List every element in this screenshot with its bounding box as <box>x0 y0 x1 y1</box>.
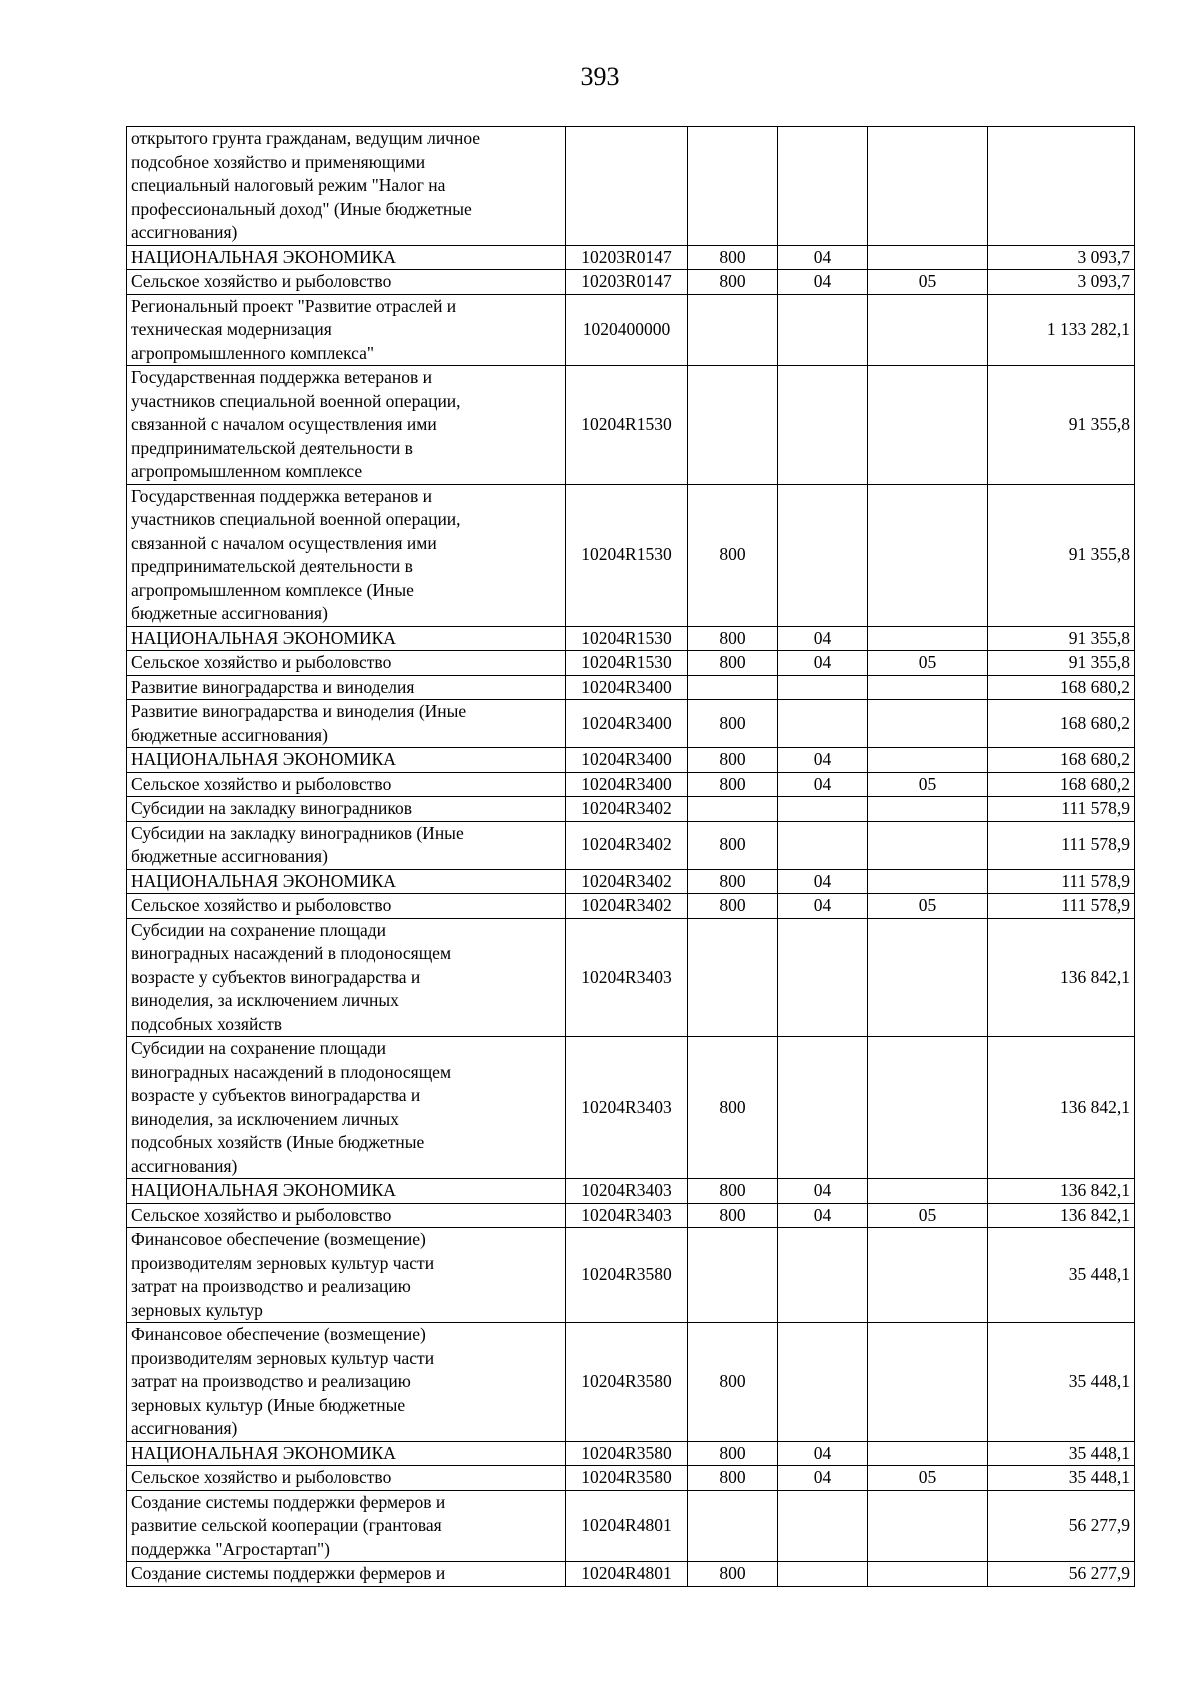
section-cell <box>778 366 868 485</box>
subsection-cell <box>868 1323 988 1442</box>
item-name-line: специальный налоговый режим "Налог на <box>131 175 446 195</box>
subsection-cell <box>868 294 988 366</box>
subsection-cell <box>868 869 988 894</box>
section-cell <box>778 675 868 700</box>
item-name-cell <box>127 1203 566 1228</box>
item-name-line: подсобное хозяйство и применяющими <box>131 151 426 172</box>
table-row <box>127 245 1135 270</box>
subsection-cell <box>868 626 988 651</box>
budget-table <box>126 126 1135 1587</box>
expense-type-cell: 800 <box>688 484 778 626</box>
amount-cell: 91 355,8 <box>988 366 1135 485</box>
section-cell <box>778 1323 868 1442</box>
amount-cell: 35 448,1 <box>988 1323 1135 1442</box>
table-row <box>127 894 1135 919</box>
item-name-cell <box>127 245 566 270</box>
table-row <box>127 1203 1135 1228</box>
table-row <box>127 1228 1135 1323</box>
table-row <box>127 270 1135 295</box>
item-name-cell <box>127 1562 566 1587</box>
item-name-cell <box>127 484 566 626</box>
item-name-line: Государственная поддержка ветеранов и <box>131 485 433 506</box>
target-code-cell: 10204R3403 <box>566 1179 688 1204</box>
subsection-cell: 05 <box>868 894 988 919</box>
target-code-cell: 10204R3400 <box>566 748 688 773</box>
table-row <box>127 869 1135 894</box>
table-row <box>127 821 1135 869</box>
item-name-line: открытого грунта гражданам, ведущим личное <box>131 128 481 148</box>
amount-cell: 111 578,9 <box>988 894 1135 919</box>
table-row <box>127 484 1135 626</box>
amount-cell: 111 578,9 <box>988 821 1135 869</box>
expense-type-cell <box>688 1490 778 1562</box>
table-row <box>127 675 1135 700</box>
target-code-cell: 10203R0147 <box>566 270 688 295</box>
expense-type-cell: 800 <box>688 651 778 676</box>
section-cell <box>778 797 868 822</box>
amount-cell: 35 448,1 <box>988 1441 1135 1466</box>
table-row <box>127 1490 1135 1562</box>
target-code-cell: 10204R3400 <box>566 772 688 797</box>
item-name-line: участников специальной военной операции, <box>131 509 461 529</box>
item-name-line: ассигнования) <box>131 222 238 242</box>
section-cell: 04 <box>778 869 868 894</box>
target-code-cell: 10204R3402 <box>566 797 688 822</box>
subsection-cell <box>868 366 988 485</box>
item-name-line: Развитие виноградарства и виноделия <box>131 676 415 697</box>
item-name-cell <box>127 1179 566 1204</box>
target-code-cell: 10204R3580 <box>566 1228 688 1323</box>
item-name-line: возрасте у субъектов виноградарства и <box>131 966 421 987</box>
item-name-cell <box>127 1441 566 1466</box>
expense-type-cell <box>688 294 778 366</box>
item-name-cell <box>127 797 566 822</box>
item-name-line: ассигнования) <box>131 1155 238 1176</box>
item-name-line: подсобных хозяйств <box>131 1013 283 1034</box>
item-name-cell <box>127 869 566 894</box>
amount-cell: 111 578,9 <box>988 797 1135 822</box>
item-name-line: бюджетные ассигнования) <box>131 846 328 866</box>
section-cell: 04 <box>778 1466 868 1491</box>
table-row <box>127 294 1135 366</box>
item-name-line: связанной с началом осуществления ими <box>131 414 437 434</box>
amount-cell: 91 355,8 <box>988 626 1135 651</box>
item-name-cell <box>127 294 566 366</box>
subsection-cell <box>868 1179 988 1204</box>
amount-cell: 168 680,2 <box>988 748 1135 773</box>
item-name-line: Сельское хозяйство и рыболовство <box>131 1204 392 1225</box>
item-name-line: агропромышленного комплекса" <box>131 342 375 363</box>
page-number: 393 <box>580 62 620 91</box>
table-row <box>127 651 1135 676</box>
expense-type-cell: 800 <box>688 1037 778 1179</box>
expense-type-cell: 800 <box>688 1179 778 1204</box>
subsection-cell <box>868 1441 988 1466</box>
item-name-line: Финансовое обеспечение (возмещение) <box>131 1324 426 1344</box>
subsection-cell <box>868 484 988 626</box>
item-name-line: НАЦИОНАЛЬНАЯ ЭКОНОМИКА <box>131 246 396 267</box>
item-name-cell <box>127 626 566 651</box>
item-name-line: затрат на производство и реализацию <box>131 1276 411 1296</box>
item-name-line: затрат на производство и реализацию <box>131 1371 411 1391</box>
item-name-line: Финансовое обеспечение (возмещение) <box>131 1229 426 1249</box>
subsection-cell <box>868 1037 988 1179</box>
item-name-line: Сельское хозяйство и рыболовство <box>131 773 392 794</box>
table-row <box>127 1323 1135 1442</box>
table-row <box>127 1179 1135 1204</box>
item-name-line: Субсидии на сохранение площади <box>131 1038 387 1058</box>
item-name-line: виноградных насаждений в плодоносящем <box>131 1061 452 1082</box>
item-name-line: Субсидии на сохранение площади <box>131 919 387 940</box>
amount-cell: 136 842,1 <box>988 1203 1135 1228</box>
target-code-cell: 1020400000 <box>566 294 688 366</box>
subsection-cell <box>868 1228 988 1323</box>
item-name-line: виноградных насаждений в плодоносящем <box>131 943 452 963</box>
item-name-line: агропромышленном комплексе (Иные <box>131 579 414 600</box>
subsection-cell: 05 <box>868 1203 988 1228</box>
item-name-line: Создание системы поддержки фермеров и <box>131 1563 446 1583</box>
item-name-line: Сельское хозяйство и рыболовство <box>131 895 392 915</box>
target-code-cell: 10204R3403 <box>566 1037 688 1179</box>
expense-type-cell: 800 <box>688 1203 778 1228</box>
subsection-cell <box>868 127 988 246</box>
item-name-cell <box>127 821 566 869</box>
section-cell: 04 <box>778 651 868 676</box>
target-code-cell: 10204R3403 <box>566 918 688 1037</box>
item-name-line: Региональный проект "Развитие отраслей и <box>131 295 457 316</box>
item-name-line: Создание системы поддержки фермеров и <box>131 1491 446 1512</box>
item-name-line: зерновых культур <box>131 1299 263 1320</box>
table-row <box>127 626 1135 651</box>
item-name-line: бюджетные ассигнования) <box>131 603 328 623</box>
item-name-cell <box>127 700 566 748</box>
subsection-cell <box>868 918 988 1037</box>
section-cell <box>778 1562 868 1587</box>
item-name-line: связанной с началом осуществления ими <box>131 532 437 553</box>
item-name-line: НАЦИОНАЛЬНАЯ ЭКОНОМИКА <box>131 870 396 891</box>
item-name-line: Сельское хозяйство и рыболовство <box>131 652 392 672</box>
section-cell <box>778 1037 868 1179</box>
subsection-cell <box>868 821 988 869</box>
expense-type-cell: 800 <box>688 894 778 919</box>
amount-cell: 168 680,2 <box>988 700 1135 748</box>
target-code-cell: 10204R3580 <box>566 1466 688 1491</box>
expense-type-cell: 800 <box>688 245 778 270</box>
subsection-cell: 05 <box>868 651 988 676</box>
amount-cell: 56 277,9 <box>988 1490 1135 1562</box>
target-code-cell: 10203R0147 <box>566 245 688 270</box>
amount-cell: 3 093,7 <box>988 245 1135 270</box>
item-name-line: Сельское хозяйство и рыболовство <box>131 1467 392 1487</box>
expense-type-cell <box>688 797 778 822</box>
section-cell: 04 <box>778 245 868 270</box>
amount-cell: 168 680,2 <box>988 772 1135 797</box>
subsection-cell <box>868 675 988 700</box>
expense-type-cell: 800 <box>688 869 778 894</box>
item-name-cell <box>127 772 566 797</box>
expense-type-cell: 800 <box>688 626 778 651</box>
item-name-line: участников специальной военной операции, <box>131 390 461 411</box>
item-name-cell <box>127 918 566 1037</box>
target-code-cell: 10204R1530 <box>566 626 688 651</box>
item-name-cell <box>127 894 566 919</box>
item-name-line: поддержка "Агростартап") <box>131 1538 330 1559</box>
item-name-cell <box>127 270 566 295</box>
expense-type-cell: 800 <box>688 748 778 773</box>
section-cell: 04 <box>778 748 868 773</box>
subsection-cell <box>868 1490 988 1562</box>
item-name-line: бюджетные ассигнования) <box>131 724 328 745</box>
amount-cell: 91 355,8 <box>988 484 1135 626</box>
target-code-cell <box>566 127 688 246</box>
item-name-line: виноделия, за исключением личных <box>131 1108 399 1129</box>
target-code-cell: 10204R3580 <box>566 1441 688 1466</box>
table-row <box>127 127 1135 246</box>
subsection-cell <box>868 245 988 270</box>
subsection-cell: 05 <box>868 772 988 797</box>
amount-cell: 168 680,2 <box>988 675 1135 700</box>
table-row <box>127 1562 1135 1587</box>
section-cell: 04 <box>778 1203 868 1228</box>
table-row <box>127 748 1135 773</box>
item-name-line: подсобных хозяйств (Иные бюджетные <box>131 1132 425 1152</box>
subsection-cell <box>868 700 988 748</box>
amount-cell: 111 578,9 <box>988 869 1135 894</box>
target-code-cell: 10204R3400 <box>566 675 688 700</box>
amount-cell: 35 448,1 <box>988 1466 1135 1491</box>
item-name-line: Развитие виноградарства и виноделия (Иные <box>131 701 467 721</box>
expense-type-cell: 800 <box>688 772 778 797</box>
amount-cell: 3 093,7 <box>988 270 1135 295</box>
item-name-line: Государственная поддержка ветеранов и <box>131 367 433 387</box>
expense-type-cell <box>688 675 778 700</box>
table-row <box>127 1466 1135 1491</box>
budget-table-body <box>127 127 1135 1587</box>
table-row <box>127 366 1135 485</box>
table-row <box>127 700 1135 748</box>
section-cell: 04 <box>778 894 868 919</box>
section-cell <box>778 918 868 1037</box>
item-name-line: НАЦИОНАЛЬНАЯ ЭКОНОМИКА <box>131 1180 396 1200</box>
table-row <box>127 1037 1135 1179</box>
table-row <box>127 1441 1135 1466</box>
item-name-line: ассигнования) <box>131 1418 238 1438</box>
target-code-cell: 10204R3580 <box>566 1323 688 1442</box>
target-code-cell: 10204R1530 <box>566 484 688 626</box>
item-name-line: производителям зерновых культур части <box>131 1347 435 1368</box>
table-row <box>127 918 1135 1037</box>
section-cell: 04 <box>778 1179 868 1204</box>
subsection-cell <box>868 748 988 773</box>
section-cell <box>778 1228 868 1323</box>
expense-type-cell: 800 <box>688 700 778 748</box>
target-code-cell: 10204R3402 <box>566 894 688 919</box>
section-cell: 04 <box>778 270 868 295</box>
expense-type-cell: 800 <box>688 1323 778 1442</box>
subsection-cell: 05 <box>868 270 988 295</box>
item-name-line: предпринимательской деятельности в <box>131 437 413 458</box>
amount-cell: 91 355,8 <box>988 651 1135 676</box>
amount-cell <box>988 127 1135 246</box>
expense-type-cell: 800 <box>688 270 778 295</box>
section-cell <box>778 821 868 869</box>
subsection-cell: 05 <box>868 1466 988 1491</box>
item-name-line: профессиональный доход" (Иные бюджетные <box>131 198 472 219</box>
section-cell <box>778 294 868 366</box>
expense-type-cell <box>688 918 778 1037</box>
item-name-cell <box>127 1037 566 1179</box>
item-name-cell <box>127 127 566 246</box>
target-code-cell: 10204R3403 <box>566 1203 688 1228</box>
item-name-cell <box>127 1466 566 1491</box>
item-name-line: развитие сельской кооперации (грантовая <box>131 1515 442 1535</box>
target-code-cell: 10204R3402 <box>566 821 688 869</box>
item-name-cell <box>127 651 566 676</box>
item-name-line: предпринимательской деятельности в <box>131 556 413 576</box>
table-row <box>127 797 1135 822</box>
item-name-line: НАЦИОНАЛЬНАЯ ЭКОНОМИКА <box>131 1442 396 1463</box>
item-name-line: Сельское хозяйство и рыболовство <box>131 271 392 291</box>
item-name-cell <box>127 675 566 700</box>
item-name-cell <box>127 1323 566 1442</box>
expense-type-cell: 800 <box>688 821 778 869</box>
item-name-line: виноделия, за исключением личных <box>131 990 399 1010</box>
item-name-line: Субсидии на закладку виноградников (Иные <box>131 822 464 843</box>
item-name-line: НАЦИОНАЛЬНАЯ ЭКОНОМИКА <box>131 627 396 648</box>
subsection-cell <box>868 797 988 822</box>
section-cell <box>778 1490 868 1562</box>
section-cell <box>778 127 868 246</box>
amount-cell: 136 842,1 <box>988 1037 1135 1179</box>
item-name-cell <box>127 366 566 485</box>
section-cell <box>778 484 868 626</box>
expense-type-cell <box>688 127 778 246</box>
item-name-line: зерновых культур (Иные бюджетные <box>131 1394 406 1415</box>
subsection-cell <box>868 1562 988 1587</box>
target-code-cell: 10204R1530 <box>566 366 688 485</box>
expense-type-cell: 800 <box>688 1466 778 1491</box>
amount-cell: 1 133 282,1 <box>988 294 1135 366</box>
expense-type-cell <box>688 1228 778 1323</box>
item-name-line: Субсидии на закладку виноградников <box>131 798 412 818</box>
section-cell: 04 <box>778 772 868 797</box>
item-name-line: агропромышленном комплексе <box>131 461 363 481</box>
table-row <box>127 772 1135 797</box>
item-name-cell <box>127 1490 566 1562</box>
target-code-cell: 10204R3402 <box>566 869 688 894</box>
amount-cell: 35 448,1 <box>988 1228 1135 1323</box>
amount-cell: 136 842,1 <box>988 1179 1135 1204</box>
target-code-cell: 10204R1530 <box>566 651 688 676</box>
expense-type-cell: 800 <box>688 1562 778 1587</box>
section-cell: 04 <box>778 626 868 651</box>
section-cell: 04 <box>778 1441 868 1466</box>
target-code-cell: 10204R3400 <box>566 700 688 748</box>
item-name-line: НАЦИОНАЛЬНАЯ ЭКОНОМИКА <box>131 749 396 769</box>
target-code-cell: 10204R4801 <box>566 1562 688 1587</box>
expense-type-cell <box>688 366 778 485</box>
amount-cell: 136 842,1 <box>988 918 1135 1037</box>
item-name-line: техническая модернизация <box>131 319 332 339</box>
section-cell <box>778 700 868 748</box>
amount-cell: 56 277,9 <box>988 1562 1135 1587</box>
item-name-line: производителям зерновых культур части <box>131 1252 435 1273</box>
target-code-cell: 10204R4801 <box>566 1490 688 1562</box>
item-name-line: возрасте у субъектов виноградарства и <box>131 1085 421 1105</box>
item-name-cell <box>127 748 566 773</box>
expense-type-cell: 800 <box>688 1441 778 1466</box>
item-name-cell <box>127 1228 566 1323</box>
